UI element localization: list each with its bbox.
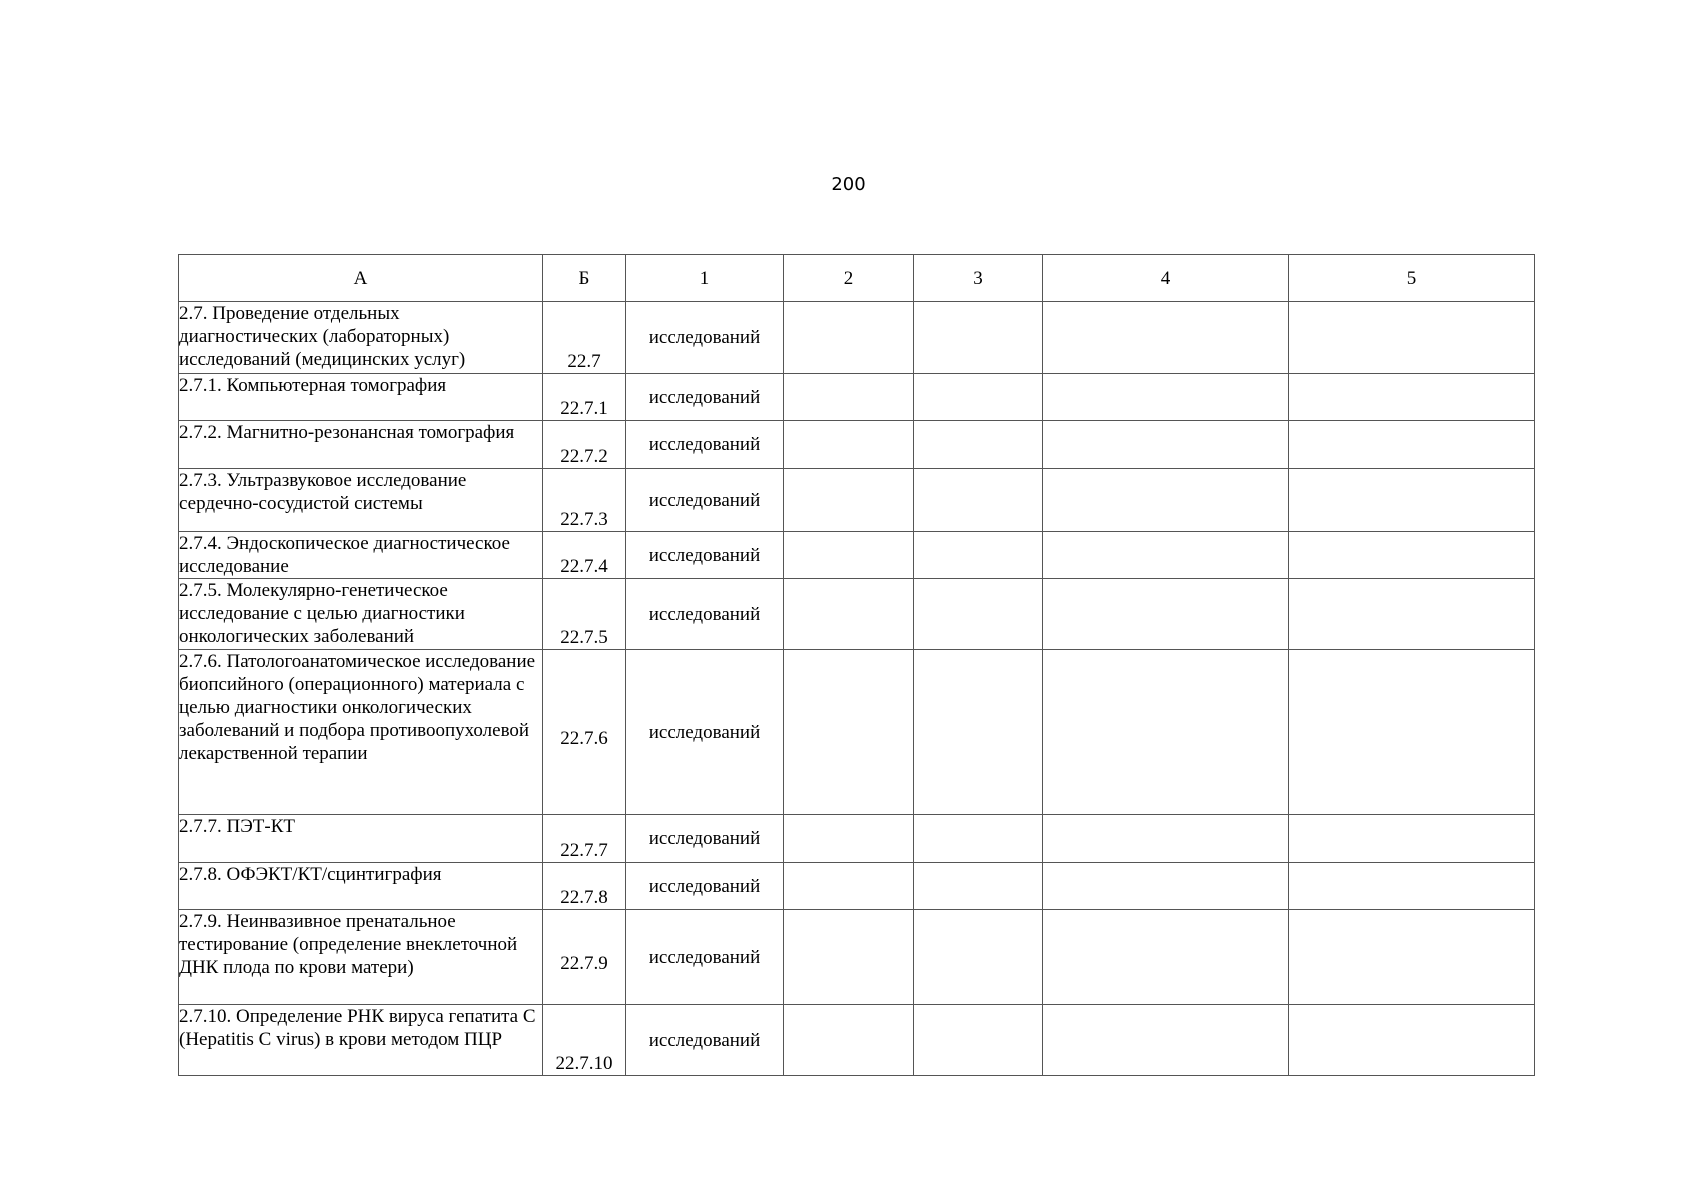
row-name: 2.7.10. Определение РНК вируса гепатита C (Hepatitis C virus) в крови методом ПЦР [179, 1005, 543, 1076]
empty-cell [914, 579, 1043, 650]
header-row [179, 255, 1535, 302]
row-name: 2.7. Проведение отдельных диагностических (лабораторных) исследований (медицинских услуг) [179, 302, 543, 374]
empty-cell [1289, 579, 1535, 650]
row-unit: исследований [626, 579, 784, 650]
empty-cell [1289, 469, 1535, 532]
empty-cell [1043, 579, 1289, 650]
table-row [179, 910, 1535, 1005]
row-name: 2.7.5. Молекулярно-генетическое исследование с целью диагностики онкологических заболеваний [179, 579, 543, 650]
table-row [179, 532, 1535, 579]
empty-cell [1043, 910, 1289, 1005]
table-row [179, 421, 1535, 469]
row-code: 22.7 [543, 302, 626, 374]
empty-cell [784, 650, 914, 815]
empty-cell [1289, 374, 1535, 421]
empty-cell [1043, 815, 1289, 863]
header-col-2: 2 [784, 255, 914, 302]
table-row [179, 302, 1535, 374]
header-col-4: 4 [1043, 255, 1289, 302]
row-unit: исследований [626, 863, 784, 910]
row-name: 2.7.7. ПЭТ-КТ [179, 815, 543, 863]
empty-cell [784, 910, 914, 1005]
row-name: 2.7.4. Эндоскопическое диагностическое исследование [179, 532, 543, 579]
table-row [179, 863, 1535, 910]
empty-cell [1289, 1005, 1535, 1076]
empty-cell [1043, 650, 1289, 815]
empty-cell [1289, 532, 1535, 579]
table-row [179, 374, 1535, 421]
row-name: 2.7.6. Патологоанатомическое исследование биопсийного (операционного) материала с целью диагностики онкологических заболеваний и подбора противоопухолевой лекарственной терапии [179, 650, 543, 815]
row-unit: исследований [626, 1005, 784, 1076]
table-row [179, 650, 1535, 815]
row-name: 2.7.2. Магнитно-резонансная томография [179, 421, 543, 469]
empty-cell [784, 374, 914, 421]
row-unit: исследований [626, 374, 784, 421]
empty-cell [1289, 650, 1535, 815]
empty-cell [1289, 421, 1535, 469]
page-number: 200 [831, 174, 866, 195]
empty-cell [914, 302, 1043, 374]
header-col-5: 5 [1289, 255, 1535, 302]
row-name: 2.7.8. ОФЭКТ/КТ/сцинтиграфия [179, 863, 543, 910]
row-unit: исследований [626, 421, 784, 469]
row-code: 22.7.4 [543, 532, 626, 579]
empty-cell [1043, 374, 1289, 421]
row-code: 22.7.6 [543, 650, 626, 815]
table-row [179, 579, 1535, 650]
row-code: 22.7.3 [543, 469, 626, 532]
row-unit: исследований [626, 469, 784, 532]
empty-cell [914, 421, 1043, 469]
table-row [179, 469, 1535, 532]
header-col-3: 3 [914, 255, 1043, 302]
row-unit: исследований [626, 910, 784, 1005]
empty-cell [914, 532, 1043, 579]
empty-cell [784, 579, 914, 650]
row-unit: исследований [626, 815, 784, 863]
row-code: 22.7.2 [543, 421, 626, 469]
row-code: 22.7.7 [543, 815, 626, 863]
header-col-b: Б [543, 255, 626, 302]
empty-cell [784, 421, 914, 469]
row-code: 22.7.1 [543, 374, 626, 421]
empty-cell [914, 910, 1043, 1005]
empty-cell [914, 374, 1043, 421]
empty-cell [914, 863, 1043, 910]
row-unit: исследований [626, 532, 784, 579]
empty-cell [1043, 469, 1289, 532]
table-row [179, 815, 1535, 863]
empty-cell [1043, 532, 1289, 579]
empty-cell [1289, 863, 1535, 910]
row-name: 2.7.9. Неинвазивное пренатальное тестирование (определение внеклеточной ДНК плода по крови матери) [179, 910, 543, 1005]
empty-cell [914, 1005, 1043, 1076]
row-name: 2.7.1. Компьютерная томография [179, 374, 543, 421]
row-code: 22.7.10 [543, 1005, 626, 1076]
row-name: 2.7.3. Ультразвуковое исследование сердечно-сосудистой системы [179, 469, 543, 532]
empty-cell [1289, 302, 1535, 374]
row-code: 22.7.8 [543, 863, 626, 910]
empty-cell [1289, 910, 1535, 1005]
empty-cell [784, 532, 914, 579]
empty-cell [1043, 302, 1289, 374]
empty-cell [914, 469, 1043, 532]
row-code: 22.7.5 [543, 579, 626, 650]
row-unit: исследований [626, 650, 784, 815]
empty-cell [1289, 815, 1535, 863]
row-code: 22.7.9 [543, 910, 626, 1005]
empty-cell [784, 469, 914, 532]
empty-cell [784, 1005, 914, 1076]
empty-cell [914, 815, 1043, 863]
empty-cell [1043, 1005, 1289, 1076]
empty-cell [784, 815, 914, 863]
empty-cell [784, 863, 914, 910]
empty-cell [1043, 421, 1289, 469]
empty-cell [1043, 863, 1289, 910]
data-table [178, 254, 1535, 1076]
empty-cell [784, 302, 914, 374]
table-row [179, 1005, 1535, 1076]
empty-cell [914, 650, 1043, 815]
header-col-a: А [179, 255, 543, 302]
row-unit: исследований [626, 302, 784, 374]
header-col-1: 1 [626, 255, 784, 302]
